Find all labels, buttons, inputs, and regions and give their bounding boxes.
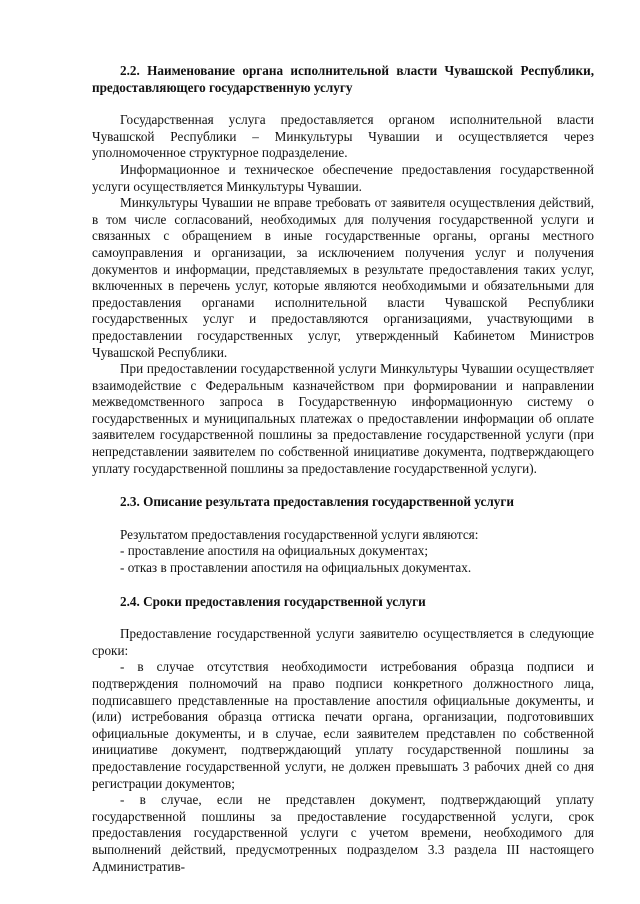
section-2-2-paragraph-3: Минкультуры Чувашии не вправе требовать от заявителя осуществления действий, в том числе согласований, необходимых для получения государственной услуги и связанных с обращением в иные государственные органы, органы местного самоуправления и организации, за исключением получения услуг и получения документов и информации, представляемых в результате предоставления таких услуг, включенных в перечень услуг, которые являются необходимыми и обязательными для предоставления органами исполнительной власти Чувашской Республики государственных услуг и предоставляются организациями, участвующими в предоставлении государственных услуг, утвержденный Кабинетом Министров Чувашской Республики. xyxy=(92,195,594,360)
section-2-3-heading: 2.3. Описание результата предоставления государственной услуги xyxy=(120,494,514,510)
document-body xyxy=(92,63,594,875)
section-2-2-heading: 2.2. Наименование органа исполнительной власти Чувашской Республики, предоставляющего государственную услугу xyxy=(92,63,594,95)
section-2-4-paragraph-3: - в случае, если не представлен документ, подтверждающий уплату государственной пошлины за предоставление государственной услуги, срок предоставления государственной услуги с учетом времени, необходимого для выполнений действий, предусмотренных подразделом 3.3 раздела III настоящего Административ- xyxy=(92,792,594,874)
section-2-4-paragraph-1: Предоставление государственной услуги заявителю осуществляется в следующие сроки: xyxy=(92,626,594,658)
section-2-3-item-1: - проставление апостиля на официальных документах; xyxy=(120,543,429,559)
section-2-4-heading: 2.4. Сроки предоставления государственной услуги xyxy=(120,593,426,609)
section-2-2-paragraph-1: Государственная услуга предоставляется органом исполнительной власти Чувашской Республики – Минкультуры Чувашии и осуществляется через уполномоченное структурное подразделение. xyxy=(92,112,594,161)
section-2-4-paragraph-2: - в случае отсутствия необходимости истребования образца подписи и подтверждения полномочий на право подписи конкретного должностного лица, подписавшего представленные на проставление апостиля официальные документы, и (или) истребования образца оттиска печати органа, организации, подготовивших официальные документы, и в случае, если заявителем представлен по собственной инициативе документ, подтверждающий уплату государственной пошлины за предоставление государственной услуги, не должен превышать 3 рабочих дней со дня регистрации документов; xyxy=(92,659,594,791)
section-2-3-item-2: - отказ в проставлении апостиля на официальных документах. xyxy=(120,560,472,576)
section-2-3-intro: Результатом предоставления государственной услуги являются: xyxy=(120,526,479,542)
section-2-2-paragraph-4: При предоставлении государственной услуги Минкультуры Чувашии осуществляет взаимодействие с Федеральным казначейством при формировании и направлении межведомственного запроса в Государственную информационную систему о государственных и муниципальных платежах о предоставлении информации об оплате заявителем государственной пошлины за предоставление государственной услуги (при непредставлении заявителем по собственной инициативе документа, подтверждающего уплату государственной пошлины за предоставление государственной услуги). xyxy=(92,361,594,476)
section-2-2-paragraph-2: Информационное и техническое обеспечение предоставления государственной услуги осуществляется Минкультуры Чувашии. xyxy=(92,161,594,194)
